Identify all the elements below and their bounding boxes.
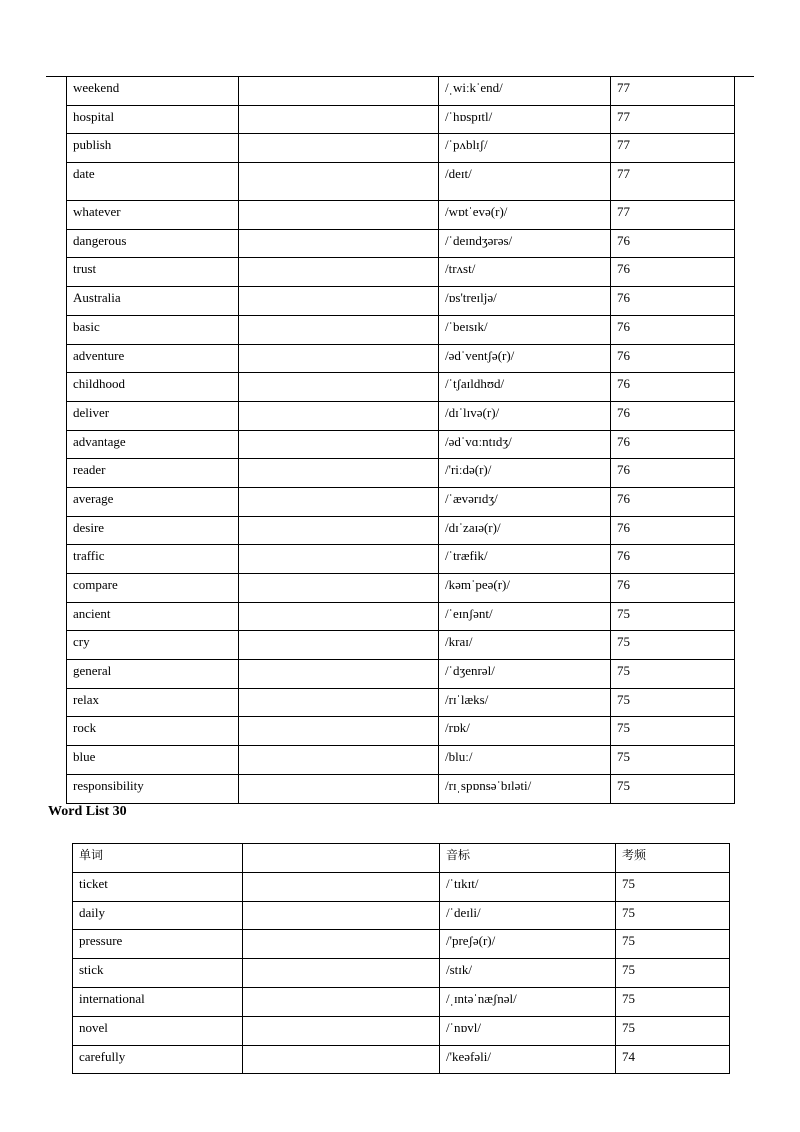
freq-cell: 76	[611, 229, 735, 258]
blank-cell	[243, 930, 440, 959]
table-row	[73, 930, 730, 959]
blank-cell	[239, 373, 439, 402]
table-row	[67, 430, 735, 459]
ipa-cell: /ˈdeɪndʒərəs/	[439, 229, 611, 258]
ipa-cell: /bluː/	[439, 746, 611, 775]
freq-cell: 75	[616, 1016, 730, 1045]
word-cell: ancient	[67, 602, 239, 631]
freq-cell: 76	[611, 459, 735, 488]
ipa-cell: /stɪk/	[440, 959, 616, 988]
word-cell: ticket	[73, 872, 243, 901]
ipa-cell: /ˈtɪkɪt/	[440, 872, 616, 901]
word-cell: blue	[67, 746, 239, 775]
ipa-cell: /ˈdeɪli/	[440, 901, 616, 930]
table-row	[67, 229, 735, 258]
word-table-continued	[66, 76, 735, 804]
word-cell: childhood	[67, 373, 239, 402]
ipa-cell: /ˈnɒvl/	[440, 1016, 616, 1045]
word-cell: daily	[73, 901, 243, 930]
ipa-cell: /rɪˈlæks/	[439, 688, 611, 717]
ipa-cell: /ˈævərɪdʒ/	[439, 487, 611, 516]
table-row	[73, 872, 730, 901]
freq-cell: 76	[611, 487, 735, 516]
blank-cell	[239, 660, 439, 689]
word-cell: international	[73, 987, 243, 1016]
blank-cell	[239, 574, 439, 603]
header-blank	[243, 844, 440, 873]
freq-cell: 76	[611, 574, 735, 603]
blank-cell	[239, 631, 439, 660]
ipa-cell: /'keəfəli/	[440, 1045, 616, 1074]
blank-cell	[239, 105, 439, 134]
freq-cell: 76	[611, 258, 735, 287]
table-row	[73, 1016, 730, 1045]
word-list-30-body	[73, 872, 730, 1074]
word-list-30-table	[72, 843, 730, 1074]
word-cell: general	[67, 660, 239, 689]
blank-cell	[239, 545, 439, 574]
word-cell: reader	[67, 459, 239, 488]
table-row	[67, 487, 735, 516]
ipa-cell: /'riːdə(r)/	[439, 459, 611, 488]
blank-cell	[239, 717, 439, 746]
word-cell: adventure	[67, 344, 239, 373]
table-row	[67, 134, 735, 163]
ipa-cell: /dɪˈlɪvə(r)/	[439, 401, 611, 430]
freq-cell: 75	[611, 660, 735, 689]
ipa-cell: /ˈpʌblɪʃ/	[439, 134, 611, 163]
word-cell: cry	[67, 631, 239, 660]
table-row	[67, 631, 735, 660]
table-header-row	[73, 844, 730, 873]
ipa-cell: /dɪˈzaɪə(r)/	[439, 516, 611, 545]
blank-cell	[239, 201, 439, 230]
blank-cell	[239, 459, 439, 488]
blank-cell	[239, 401, 439, 430]
table-row	[73, 901, 730, 930]
table-row	[67, 602, 735, 631]
blank-cell	[239, 602, 439, 631]
table-row	[67, 688, 735, 717]
freq-cell: 77	[611, 163, 735, 201]
blank-cell	[243, 872, 440, 901]
table-row	[67, 105, 735, 134]
header-ipa: 音标	[440, 844, 616, 873]
table-row	[73, 1045, 730, 1074]
ipa-cell: /ˈtræfik/	[439, 545, 611, 574]
word-cell: compare	[67, 574, 239, 603]
table-row	[73, 987, 730, 1016]
table-row	[67, 574, 735, 603]
blank-cell	[239, 516, 439, 545]
word-cell: responsibility	[67, 774, 239, 803]
ipa-cell: /'preʃə(r)/	[440, 930, 616, 959]
freq-cell: 75	[611, 688, 735, 717]
blank-cell	[243, 959, 440, 988]
blank-cell	[239, 344, 439, 373]
freq-cell: 75	[611, 631, 735, 660]
table-row	[67, 459, 735, 488]
blank-cell	[239, 229, 439, 258]
ipa-cell: /ɒs'treɪljə/	[439, 287, 611, 316]
header-word: 单词	[73, 844, 243, 873]
table-row	[67, 746, 735, 775]
word-cell: pressure	[73, 930, 243, 959]
ipa-cell: /trʌst/	[439, 258, 611, 287]
word-cell: deliver	[67, 401, 239, 430]
freq-cell: 75	[616, 901, 730, 930]
freq-cell: 75	[611, 774, 735, 803]
freq-cell: 76	[611, 287, 735, 316]
freq-cell: 74	[616, 1045, 730, 1074]
freq-cell: 75	[616, 872, 730, 901]
blank-cell	[239, 77, 439, 106]
table-row	[67, 77, 735, 106]
ipa-cell: /ˌwiːkˈend/	[439, 77, 611, 106]
word-cell: basic	[67, 315, 239, 344]
word-cell: hospital	[67, 105, 239, 134]
word-cell: weekend	[67, 77, 239, 106]
blank-cell	[239, 746, 439, 775]
freq-cell: 76	[611, 315, 735, 344]
table-row	[67, 401, 735, 430]
table-row	[67, 373, 735, 402]
freq-cell: 77	[611, 105, 735, 134]
blank-cell	[243, 1045, 440, 1074]
ipa-cell: /ˈdʒenrəl/	[439, 660, 611, 689]
table-row	[67, 315, 735, 344]
table-row	[67, 660, 735, 689]
word-cell: stick	[73, 959, 243, 988]
table-row	[67, 717, 735, 746]
blank-cell	[239, 688, 439, 717]
freq-cell: 75	[616, 959, 730, 988]
ipa-cell: /wɒtˈevə(r)/	[439, 201, 611, 230]
word-cell: publish	[67, 134, 239, 163]
word-cell: advantage	[67, 430, 239, 459]
blank-cell	[243, 901, 440, 930]
table-row	[67, 287, 735, 316]
blank-cell	[239, 163, 439, 201]
table-row	[67, 774, 735, 803]
freq-cell: 75	[611, 602, 735, 631]
ipa-cell: /rɒk/	[439, 717, 611, 746]
table-row	[73, 959, 730, 988]
blank-cell	[239, 774, 439, 803]
table-row	[67, 201, 735, 230]
word-cell: average	[67, 487, 239, 516]
ipa-cell: /ədˈventʃə(r)/	[439, 344, 611, 373]
word-cell: relax	[67, 688, 239, 717]
blank-cell	[239, 430, 439, 459]
blank-cell	[239, 487, 439, 516]
freq-cell: 75	[611, 717, 735, 746]
word-cell: desire	[67, 516, 239, 545]
ipa-cell: /rɪˌspɒnsəˈbɪləti/	[439, 774, 611, 803]
table-row	[67, 545, 735, 574]
blank-cell	[239, 258, 439, 287]
table-row	[67, 163, 735, 201]
freq-cell: 75	[616, 930, 730, 959]
table-row	[67, 258, 735, 287]
word-cell: traffic	[67, 545, 239, 574]
section-title: Word List 30	[48, 804, 127, 819]
table-row	[67, 344, 735, 373]
ipa-cell: /ˈhɒspɪtl/	[439, 105, 611, 134]
ipa-cell: /ˌɪntəˈnæʃnəl/	[440, 987, 616, 1016]
freq-cell: 75	[611, 746, 735, 775]
blank-cell	[243, 987, 440, 1016]
freq-cell: 76	[611, 430, 735, 459]
ipa-cell: /kraɪ/	[439, 631, 611, 660]
freq-cell: 75	[616, 987, 730, 1016]
word-table-continued-body	[67, 77, 735, 804]
ipa-cell: /kəmˈpeə(r)/	[439, 574, 611, 603]
ipa-cell: /ˈbeɪsɪk/	[439, 315, 611, 344]
freq-cell: 76	[611, 516, 735, 545]
freq-cell: 77	[611, 77, 735, 106]
blank-cell	[239, 287, 439, 316]
blank-cell	[239, 315, 439, 344]
word-cell: Australia	[67, 287, 239, 316]
word-cell: carefully	[73, 1045, 243, 1074]
freq-cell: 76	[611, 545, 735, 574]
blank-cell	[239, 134, 439, 163]
freq-cell: 76	[611, 401, 735, 430]
ipa-cell: /deɪt/	[439, 163, 611, 201]
blank-cell	[243, 1016, 440, 1045]
table-row	[67, 516, 735, 545]
word-cell: novel	[73, 1016, 243, 1045]
ipa-cell: /ədˈvɑːntɪdʒ/	[439, 430, 611, 459]
word-cell: trust	[67, 258, 239, 287]
word-cell: dangerous	[67, 229, 239, 258]
freq-cell: 76	[611, 344, 735, 373]
ipa-cell: /ˈtʃaɪldhʊd/	[439, 373, 611, 402]
header-freq: 考频	[616, 844, 730, 873]
word-cell: whatever	[67, 201, 239, 230]
freq-cell: 76	[611, 373, 735, 402]
word-cell: rock	[67, 717, 239, 746]
ipa-cell: /ˈeɪnʃənt/	[439, 602, 611, 631]
freq-cell: 77	[611, 201, 735, 230]
word-cell: date	[67, 163, 239, 201]
freq-cell: 77	[611, 134, 735, 163]
